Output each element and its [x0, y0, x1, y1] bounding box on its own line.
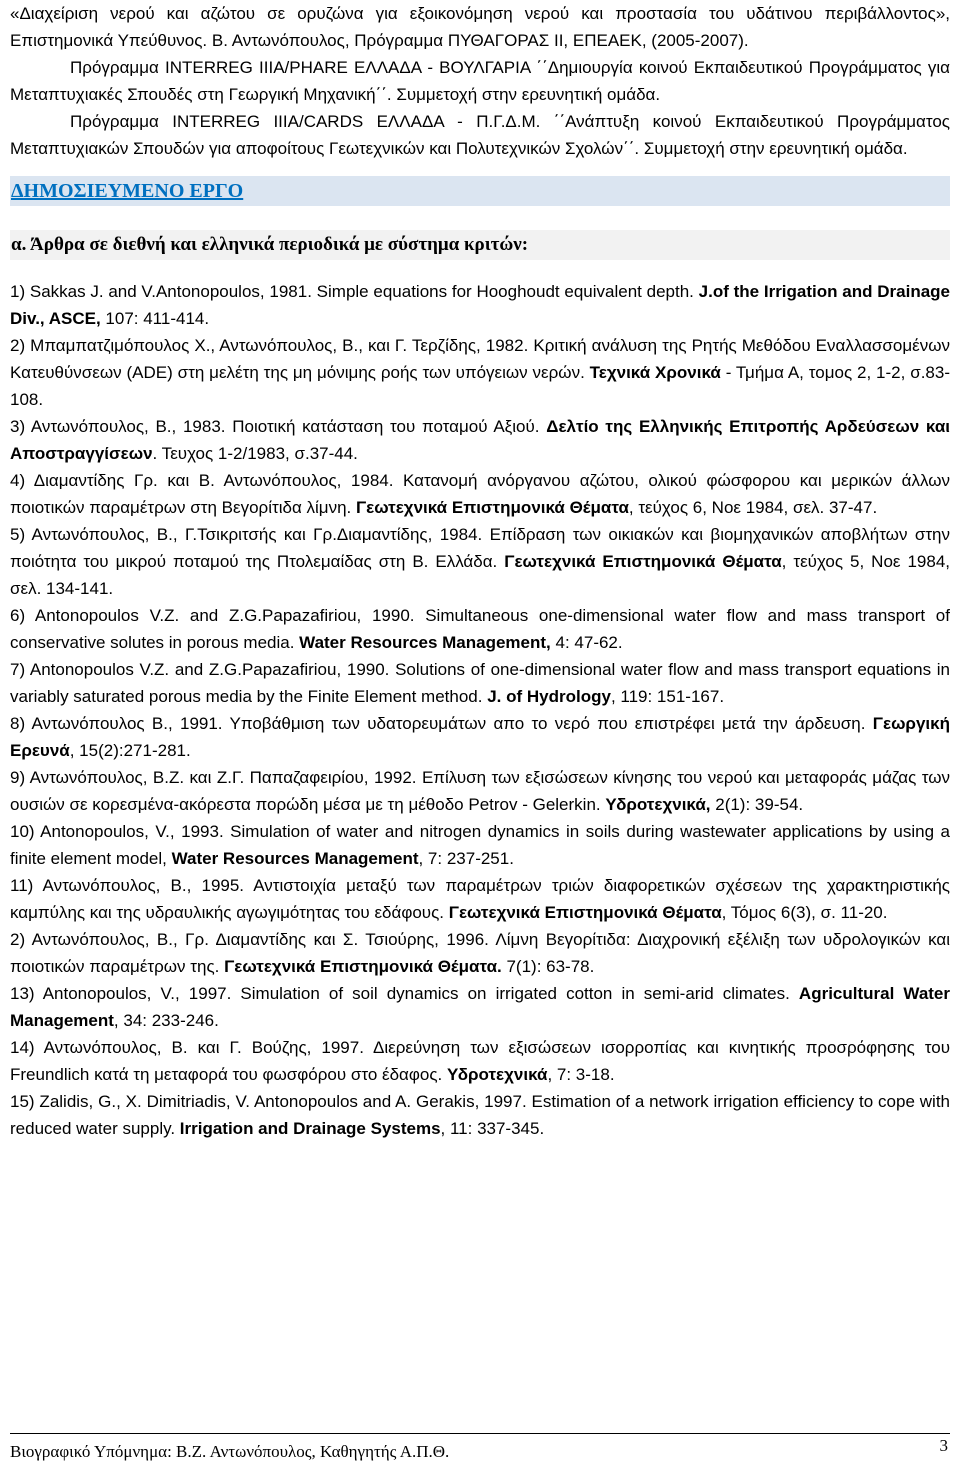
reference-item: 2) Μπαμπατζιμόπουλος Χ., Αντωνόπουλος, Β., και Γ. Τερζίδης, 1982. Κριτική ανάλυση της Ρητής Μεθόδου Εναλλασσομένων Κατευθύνσεων (ADE) στη μελέτη της μη μόνιμης ροής των υπόγειων νερών. Τεχνικά Χρονικά - Τμήμα Α, τομος 2, 1-2, σ.83-108. [10, 336, 950, 409]
reference-item: 6) Antonopoulos V.Z. and Z.G.Papazafiriou, 1990. Simultaneous one-dimensional water flow and mass transport of conservative solutes in porous media. Water Resources Management, 4: 47-62. [10, 606, 950, 652]
reference-item: 1) Sakkas J. and V.Antonopoulos, 1981. Simple equations for Hooghoudt equivalent depth. J.of the Irrigation and Drainage Div., ASCE, 107: 411-414. [10, 282, 950, 328]
section-title: ΔΗΜΟΣΙΕΥΜΕΝΟ ΕΡΓΟ [10, 176, 950, 206]
page-footer [10, 1436, 950, 1464]
page-number: 3 [939, 1436, 948, 1455]
subsection-title: α. Άρθρα σε διεθνή και ελληνικά περιοδικά με σύστημα κριτών: [10, 230, 950, 260]
intro-paragraph-1: «Διαχείριση νερού και αζώτου σε ορυζώνα για εξοικονόμηση νερού και προστασία του υδάτινου περιβάλλοντος», Επιστημονικά Υπεύθυνος. Β. Αντωνόπουλος, Πρόγραμμα ΠΥΘΑΓΟΡΑΣ ΙΙ, ΕΠΕΑΕΚ, (2005-2007). [10, 4, 950, 50]
reference-item: 15) Zalidis, G., X. Dimitriadis, V. Antonopoulos and A. Gerakis, 1997. Estimation of a network irrigation efficiency to cope with reduced water supply. Irrigation and Drainage Systems, 11: 337-345. [10, 1092, 950, 1138]
footer-text: Βιογραφικό Υπόμνημα: Β.Ζ. Αντωνόπουλος, Καθηγητής Α.Π.Θ. [10, 1442, 450, 1461]
reference-item: 7) Antonopoulos V.Z. and Z.G.Papazafiriou, 1990. Solutions of one-dimensional water flow and mass transport equations in variably saturated porous media by the Finite Element method. J. of Hydrology, 119: 151-167. [10, 660, 950, 706]
reference-item: 3) Αντωνόπουλος, Β., 1983. Ποιοτική κατάσταση του ποταμού Αξιού. Δελτίο της Ελληνικής Επιτροπής Αρδεύσεων και Αποστραγγίσεων. Τευχος 1-2/1983, σ.37-44. [10, 417, 951, 463]
document-page [10, 0, 950, 1142]
footer-divider [10, 1433, 950, 1434]
reference-item: 8) Αντωνόπουλος Β., 1991. Υποβάθμιση των υδατορευμάτων απο το νερό που επιστρέφει μετά την άρδευση. Γεωργική Ερευνά, 15(2):271-281. [10, 714, 950, 760]
reference-item: 14) Αντωνόπουλος, Β. και Γ. Βούζης, 1997. Διερεύνηση των εξισώσεων ισορροπίας και κινητικής προσρόφησης του Freundlich κατά τη μεταφορά του φωσφόρου στο έδαφος. Υδροτεχνικά, 7: 3-18. [10, 1038, 950, 1084]
intro-paragraph-3: Πρόγραμμα INTERREG IIIA/CARDS ΕΛΛΑΔΑ - Π.Γ.Δ.Μ. ΄΄Ανάπτυξη κοινού Εκπαιδευτικού Προγράμματος Μεταπτυχιακών Σπουδών για αποφοίτους Γεωτεχνικών και Πολυτεχνικών Σχολών΄΄. Συμμετοχή στην ερευνητική ομάδα. [10, 112, 950, 158]
reference-item: 10) Antonopoulos, V., 1993. Simulation of water and nitrogen dynamics in soils during wastewater applications by using a finite element model, Water Resources Management, 7: 237-251. [10, 822, 950, 868]
reference-item: 2) Αντωνόπουλος, Β., Γρ. Διαμαντίδης και Σ. Τσιούρης, 1996. Λίμνη Βεγορίτιδα: Διαχρονική εξέλιξη των υδρολογικών και ποιοτικών παραμέτρων της. Γεωτεχνικά Επιστημονικά Θέματα. 7(1): 63-78. [10, 930, 950, 976]
reference-item: 9) Αντωνόπουλος, Β.Ζ. και Ζ.Γ. Παπαζαφειρίου, 1992. Επίλυση των εξισώσεων κίνησης του νερού και μεταφοράς μάζας των ουσιών σε κορεσμένα-ακόρεστα πορώδη μέσα με τη μέθοδο Petrov - Gelerkin. Υδροτεχνικά, 2(1): 39-54. [10, 768, 950, 814]
reference-item: 4) Διαμαντίδης Γρ. και Β. Αντωνόπουλος, 1984. Κατανομή ανόργανου αζώτου, ολικού φώσφορου και μερικών άλλων ποιοτικών παραμέτρων στη Βεγορίτιδα λίμνη. Γεωτεχνικά Επιστημονικά Θέματα, τεύχος 6, Νοε 1984, σελ. 37-47. [10, 471, 950, 517]
intro-paragraph-2: Πρόγραμμα INTERREG IIIA/PHARE ΕΛΛΑΔΑ - ΒΟΥΛΓΑΡΙΑ ΄΄Δημιουργία κοινού Εκπαιδευτικού Προγράμματος για Μεταπτυχιακές Σπουδές στη Γεωργική Μηχανική΄΄. Συμμετοχή στην ερευνητική ομάδα. [10, 58, 950, 104]
reference-item: 13) Antonopoulos, V., 1997. Simulation of soil dynamics on irrigated cotton in semi-arid climates. Agricultural Water Management, 34: 233-246. [10, 984, 951, 1030]
reference-item: 5) Αντωνόπουλος, Β., Γ.Τσικριτσής και Γρ.Διαμαντίδης, 1984. Επίδραση των οικιακών και βιομηχανικών αποβλήτων στην ποιότητα του μικρού ποταμού της Πτολεμαίδας στη Β. Ελλάδα. Γεωτεχνικά Επιστημονικά Θέματα, τεύχος 5, Νοε 1984, σελ. 134-141. [10, 525, 951, 598]
reference-list [10, 278, 950, 1142]
reference-item: 11) Αντωνόπουλος, Β., 1995. Αντιστοιχία μεταξύ των παραμέτρων τριών διαφορετικών σχέσεων της χαρακτηριστικής καμπύλης και της υδραυλικής αγωγιμότητας του εδάφους. Γεωτεχνικά Επιστημονικά Θέματα, Τόμος 6(3), σ. 11-20. [10, 876, 950, 922]
